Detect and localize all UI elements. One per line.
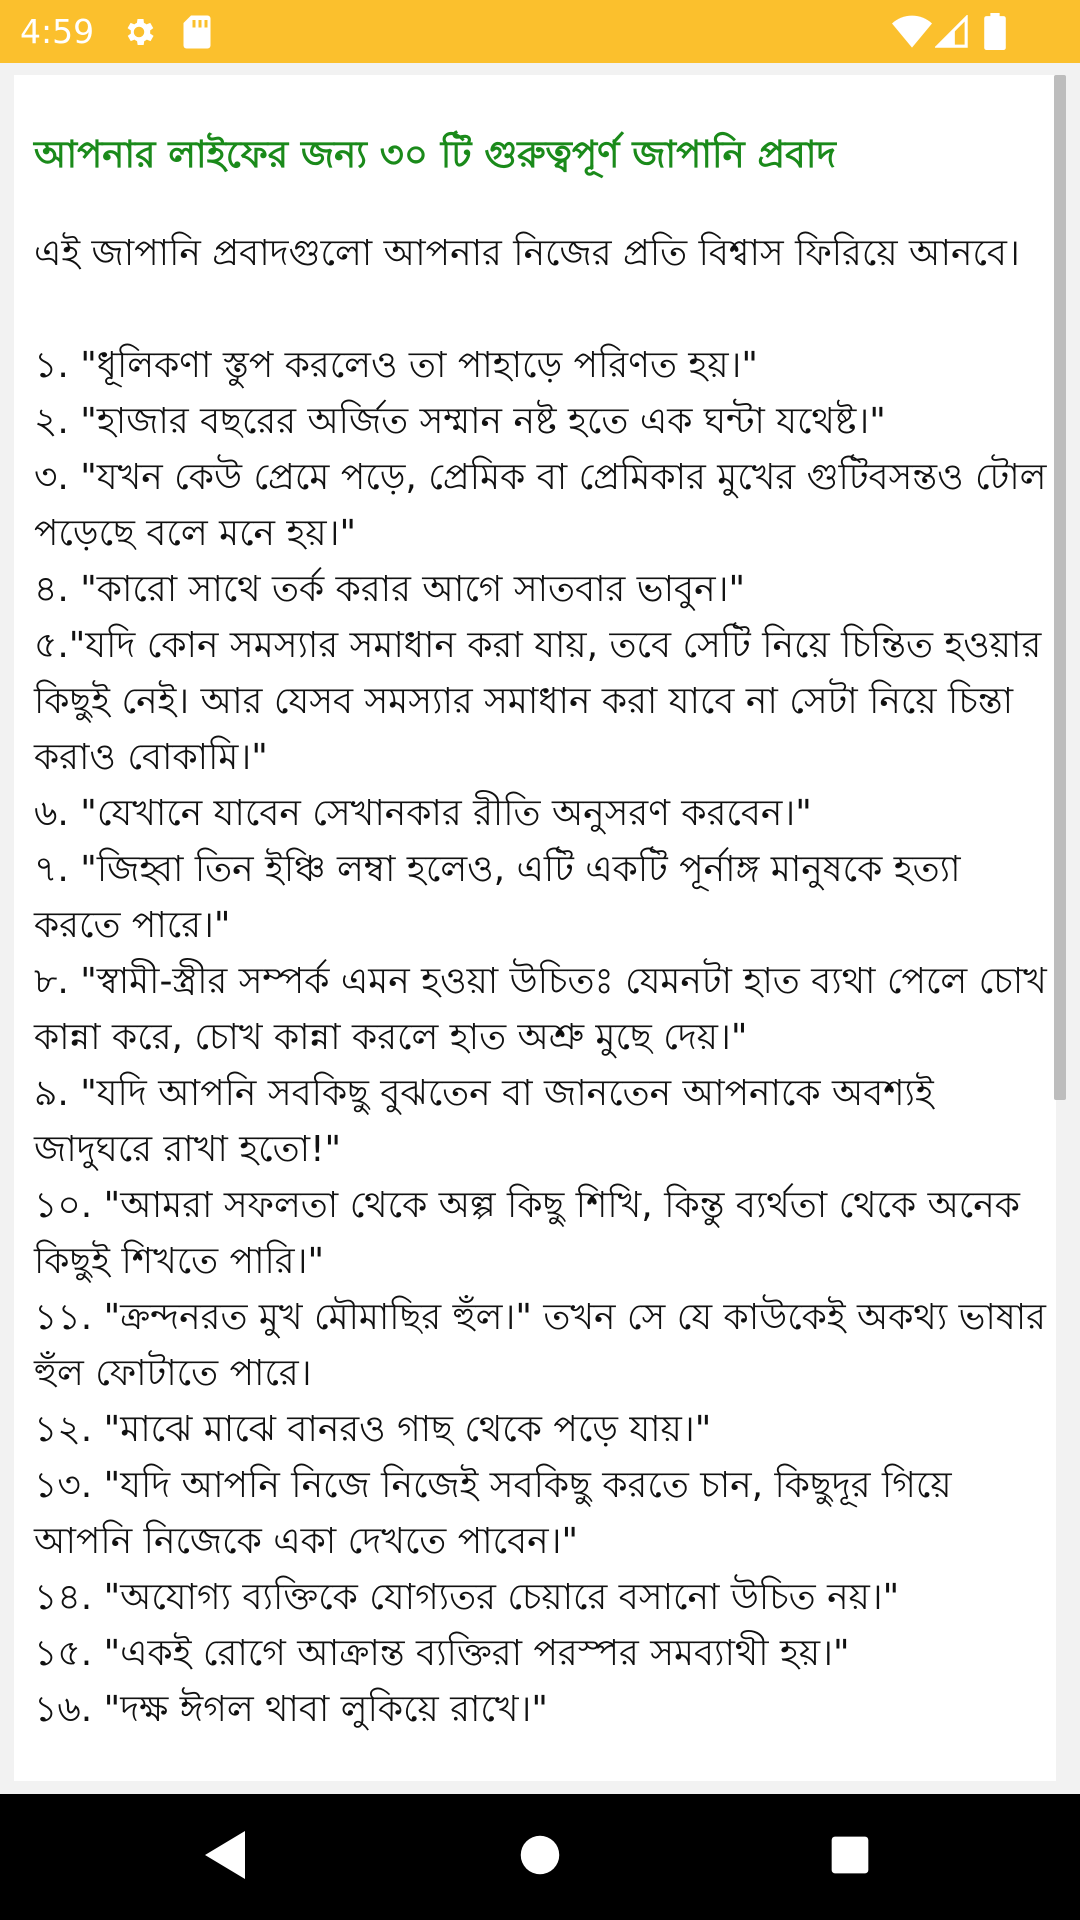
list-item: ২. "হাজার বছরের অর্জিত সম্মান নষ্ট হতে এক ঘন্টা যথেষ্ট।" [34,401,886,442]
scrollbar[interactable] [1054,75,1066,1100]
proverb-list [34,338,1054,1738]
list-item: ১৫. "একই রোগে আক্রান্ত ব্যক্তিরা পরস্পর সমব্যাথী হয়।" [34,1633,850,1674]
list-item: ৩. "যখন কেউ প্রেমে পড়ে, প্রেমিক বা প্রেমিকার মুখের গুটিবসন্তও টোল পড়েছে বলে মনে হয়।" [34,457,1047,554]
list-item: ৬. "যেখানে যাবেন সেখানকার রীতি অনুসরণ করবেন।" [34,793,812,834]
status-bar [0,0,1080,63]
list-item: ১. "ধূলিকণা স্তুপ করলেও তা পাহাড়ে পরিণত হয়।" [34,345,758,386]
back-icon [201,1829,249,1885]
article-title: আপনার লাইফের জন্য ৩০ টি গুরুত্বপূর্ণ জাপানি প্রবাদ [34,133,836,176]
recents-button[interactable] [815,1822,885,1892]
settings-icon [121,14,157,54]
list-item: ১০. "আমরা সফলতা থেকে অল্প কিছু শিখি, কিন্তু ব্যর্থতা থেকে অনেক কিছুই শিখতে পারি।" [34,1185,1020,1282]
list-item: ৮. "স্বামী-স্ত্রীর সম্পর্ক এমন হওয়া উচিতঃ যেমনটা হাত ব্যথা পেলে চোখ কান্না করে, চোখ কান্না করলে হাত অশ্রু মুছে দেয়।" [34,961,1047,1058]
battery-icon [984,13,1006,54]
list-item: ৯. "যদি আপনি সবকিছু বুঝতেন বা জানতেন আপনাকে অবশ্যই জাদুঘরে রাখা হতো!" [34,1073,934,1170]
status-time: 4:59 [20,12,95,51]
list-item: ১৬. "দক্ষ ঈগল থাবা লুকিয়ে রাখে।" [34,1689,548,1730]
cell-signal-icon [935,15,969,53]
navigation-bar [0,1794,1080,1920]
list-item: ১৪. "অযোগ্য ব্যক্তিকে যোগ্যতর চেয়ারে বসানো উচিত নয়।" [34,1577,900,1618]
list-item: ৪. "কারো সাথে তর্ক করার আগে সাতবার ভাবুন।" [34,569,746,610]
list-item: ৭. "জিহ্বা তিন ইঞ্চি লম্বা হলেও, এটি একটি পূর্নাঙ্গ মানুষকে হত্যা করতে পারে।" [34,849,961,946]
recents-icon [830,1835,870,1879]
home-button[interactable] [505,1822,575,1892]
list-item: ১২. "মাঝে মাঝে বানরও গাছ থেকে পড়ে যায়।" [34,1409,712,1450]
wifi-icon [892,14,932,52]
article-intro: এই জাপানি প্রবাদগুলো আপনার নিজের প্রতি বিশ্বাস ফিরিয়ে আনবে। [34,233,1020,274]
list-item: ৫."যদি কোন সমস্যার সমাধান করা যায়, তবে সেটি নিয়ে চিন্তিত হওয়ার কিছুই নেই। আর যেসব সমস্যার সমাধান করা যাবে না সেটা নিয়ে চিন্তা করাও বোকামি।" [34,625,1042,778]
back-button[interactable] [190,1822,260,1892]
list-item: ১১. "ক্রন্দনরত মুখ মৌমাছির হুঁল।" তখন সে যে কাউকেই অকথ্য ভাষার হুঁল ফোটাতে পারে। [34,1297,1046,1394]
sd-card-icon [182,14,212,54]
home-icon [519,1834,561,1880]
article [34,75,1054,1738]
list-item: ১৩. "যদি আপনি নিজে নিজেই সবকিছু করতে চান, কিছুদূর গিয়ে আপনি নিজেকে একা দেখতে পাবেন।" [34,1465,952,1562]
article-card[interactable] [14,75,1056,1781]
